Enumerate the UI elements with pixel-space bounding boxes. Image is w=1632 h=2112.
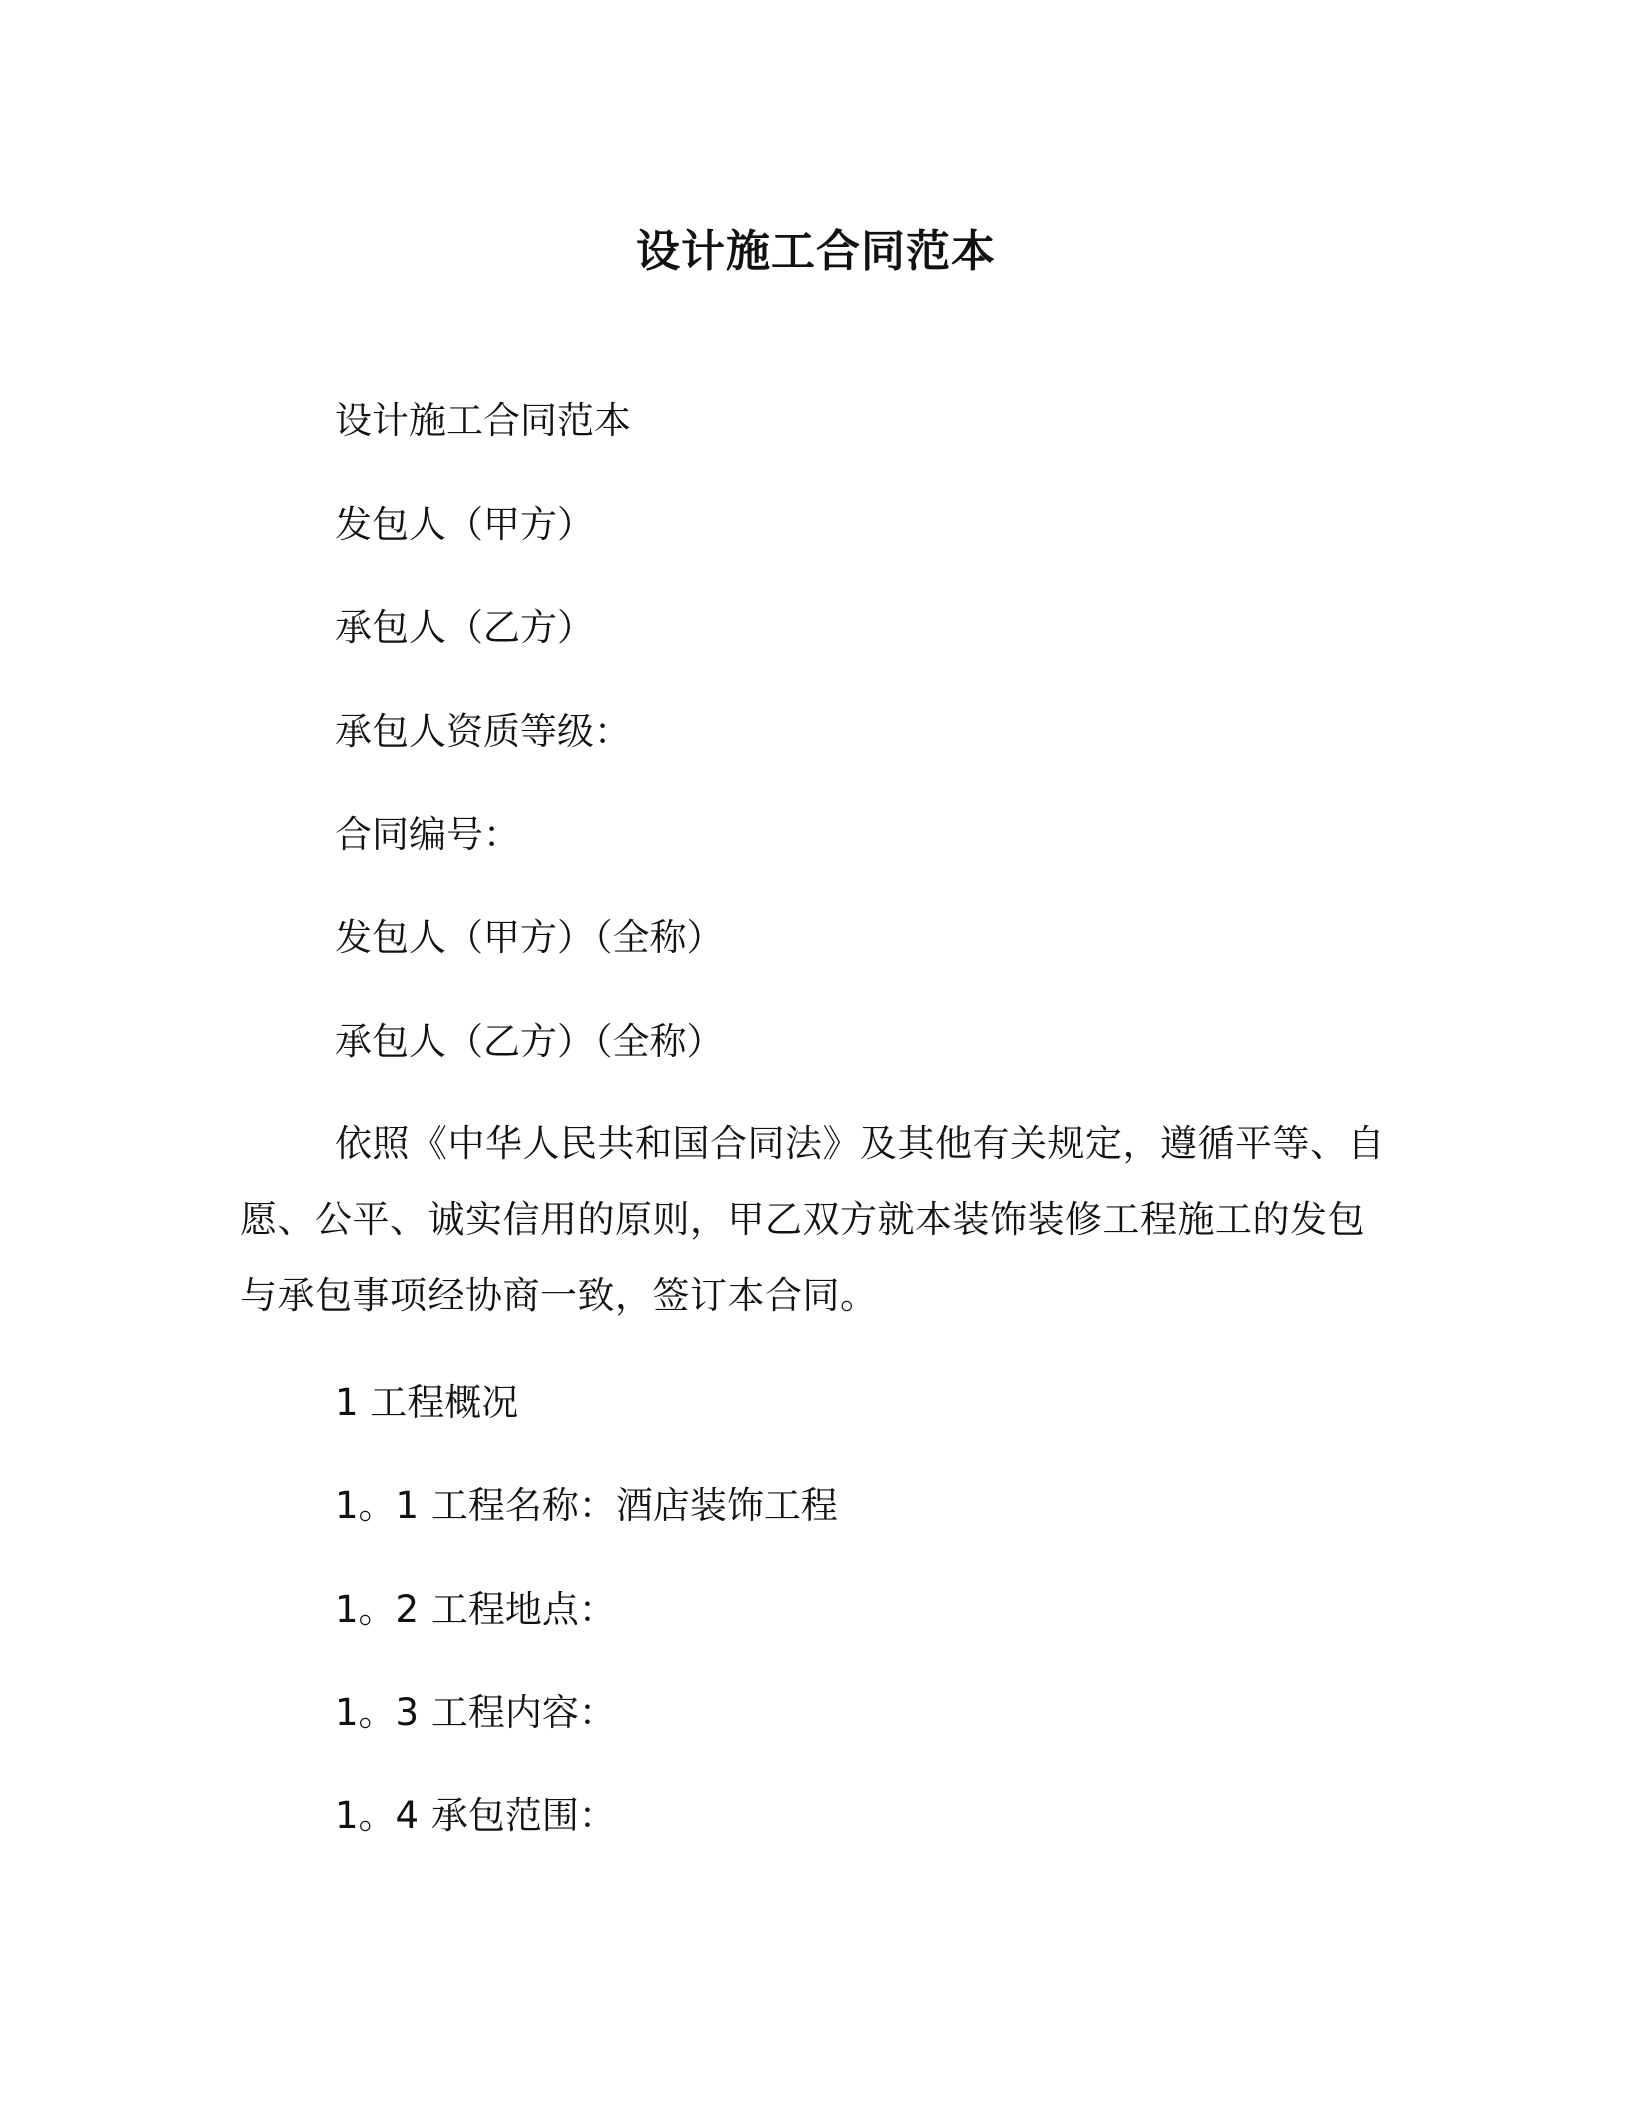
party-b-line: 承包人（乙方） bbox=[335, 606, 594, 649]
section-item-contract-scope: 1。4 承包范围： bbox=[335, 1794, 616, 1837]
party-a-line: 发包人（甲方） bbox=[335, 503, 594, 546]
document-title: 设计施工合同范本 bbox=[636, 226, 996, 277]
section-heading: 1 工程概况 bbox=[335, 1381, 519, 1424]
section-item-project-name: 1。1 工程名称：酒店装饰工程 bbox=[335, 1484, 838, 1527]
party-a-fullname-line: 发包人（甲方）（全称） bbox=[335, 916, 724, 959]
contract-number-line: 合同编号： bbox=[335, 813, 520, 856]
section-item-project-content: 1。3 工程内容： bbox=[335, 1691, 616, 1734]
subtitle-line: 设计施工合同范本 bbox=[335, 399, 631, 442]
preamble-paragraph: 依照《中华人民共和国合同法》及其他有关规定，遵循平等、自愿、公平、诚实信用的原则，甲乙双方就本装饰装修工程施工的发包与承包事项经协商一致，签订本合同。 bbox=[240, 1122, 1385, 1317]
qualification-line: 承包人资质等级： bbox=[335, 710, 631, 753]
party-b-fullname-line: 承包人（乙方）（全称） bbox=[335, 1020, 724, 1063]
section-item-project-location: 1。2 工程地点： bbox=[335, 1588, 616, 1631]
